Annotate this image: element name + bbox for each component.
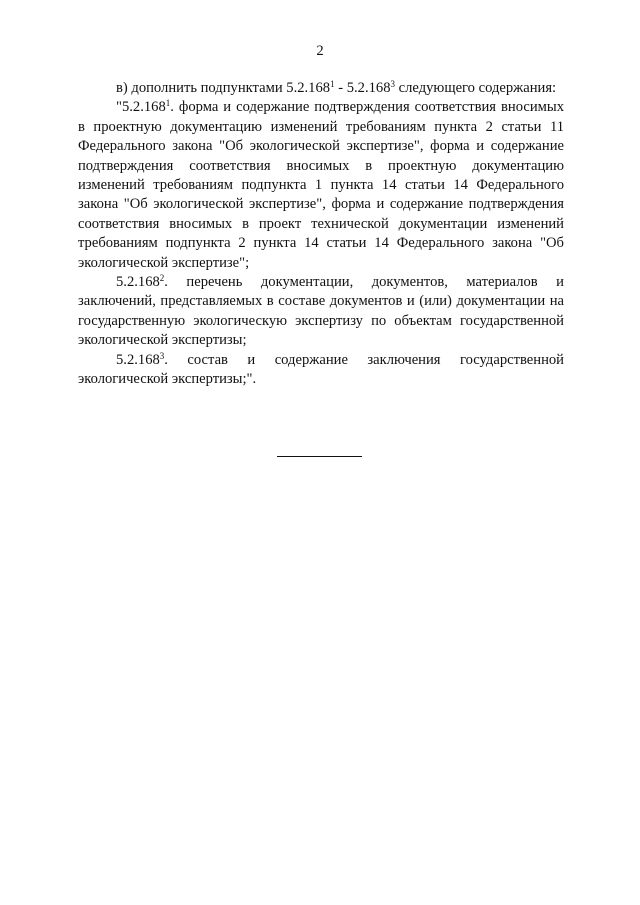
superscript-index: 3 bbox=[390, 79, 396, 89]
paragraph-subitem-3: 5.2.168$^3$. состав и содержание заключения государственной экологической экспертизы;". bbox=[78, 350, 564, 388]
page-number: 2 bbox=[316, 43, 324, 59]
paragraph-subitem-2: 5.2.168$^2$. перечень документации, документов, материалов и заключений, представляемых в составе документов и (или) документации на государственную экологическую экспертизу по объектам государственной экологической экспертизы; bbox=[78, 273, 564, 349]
superscript-index: 1 bbox=[165, 98, 171, 109]
superscript-index: 1 bbox=[330, 79, 335, 89]
paragraph-subitem-1: "5.2.168$^1$. форма и содержание подтверждения соответствия вносимых в проектную документацию изменений требованиям пункта 2 статьи 11 Федерального закона "Об экологической экспертизе", форма и содержание подтверждения соответствия вносимых в проектную документацию изменений требованиям подпункта 1 пункта 14 статьи 14 Федерального закона "Об экологической экспертизе", форма и содержание подтверждения соответствия вносимых в проект технической документации изменений требованиям подпункта 2 пункта 14 статьи 14 Федерального закона "Об экологической экспертизе"; bbox=[78, 98, 564, 271]
superscript-index: 3 bbox=[159, 350, 165, 361]
superscript-index: 2 bbox=[159, 273, 165, 284]
document-body bbox=[78, 79, 564, 390]
paragraph-amendment-intro: в) дополнить подпунктами 5.2.168$^1$ - 5.2.168$^3$ следующего содержания: bbox=[116, 79, 557, 96]
closing-rule bbox=[277, 456, 362, 457]
